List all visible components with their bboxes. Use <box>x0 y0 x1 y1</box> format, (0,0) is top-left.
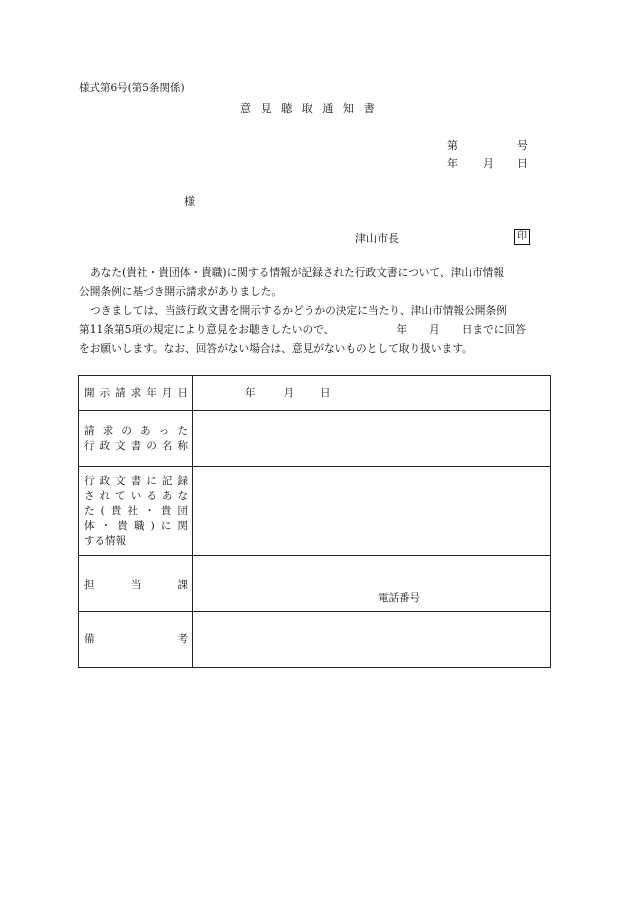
department-in-charge-label: 担当課 <box>79 556 193 612</box>
reply-deadline-month: 月 <box>429 323 440 336</box>
issue-date-year: 年 <box>447 157 458 170</box>
table-row <box>79 467 551 556</box>
body-paragraph-2-line-1: つきましては、当該行政文書を開示するかどうかの決定に当たり、津山市情報公開条例 <box>90 304 507 317</box>
table-row <box>79 376 551 411</box>
issue-date-month: 月 <box>483 157 494 170</box>
disclosure-request-date-value: 年 月 日 <box>193 376 551 411</box>
remarks-value <box>193 612 551 668</box>
issue-date-day: 日 <box>517 157 528 170</box>
recorded-information-label: 行政文書に記録 されているあな た(貴社・貴団 体・貴職)に関 する情報 <box>79 467 193 556</box>
department-in-charge-value <box>193 556 551 612</box>
requested-document-name-value <box>193 411 551 467</box>
seal-mark: 印 <box>514 229 530 245</box>
table-row <box>79 612 551 668</box>
document-number-suffix: 号 <box>517 139 528 152</box>
body-paragraph-1-line-1: あなた(貴社・貴団体・貴職)に関する情報が記録された行政文書について、津山市情報 <box>90 266 505 279</box>
table-row <box>79 556 551 612</box>
reply-deadline-year: 年 <box>396 323 408 336</box>
body-paragraph-2-line-2: 第11条第5項の規定により意見をお聴きしたいので、 年 月 日までに回答 <box>79 323 526 336</box>
table-row <box>79 411 551 467</box>
document-title: 意見聴取通知書 <box>240 102 385 115</box>
recorded-information-value <box>193 467 551 556</box>
phone-number-label: 電話番号 <box>378 591 420 604</box>
body-paragraph-1-line-2: 公開条例に基づき開示請求がありました。 <box>79 285 283 298</box>
remarks-label: 備考 <box>79 612 193 668</box>
issuer-name: 津山市長 <box>355 232 399 245</box>
document-number-prefix: 第 <box>447 139 458 152</box>
requested-document-name-label: 請求のあった 行政文書の名称 <box>79 411 193 467</box>
disclosure-request-date-label: 開示請求年月日 <box>79 376 193 411</box>
form-number-label: 様式第6号(第5条関係) <box>79 82 185 94</box>
body-paragraph-2-line-3: をお願いします。なお、回答がない場合は、意見がないものとして取り扱います。 <box>79 342 473 355</box>
response-info-table <box>78 375 551 668</box>
addressee-honorific: 様 <box>184 195 195 208</box>
